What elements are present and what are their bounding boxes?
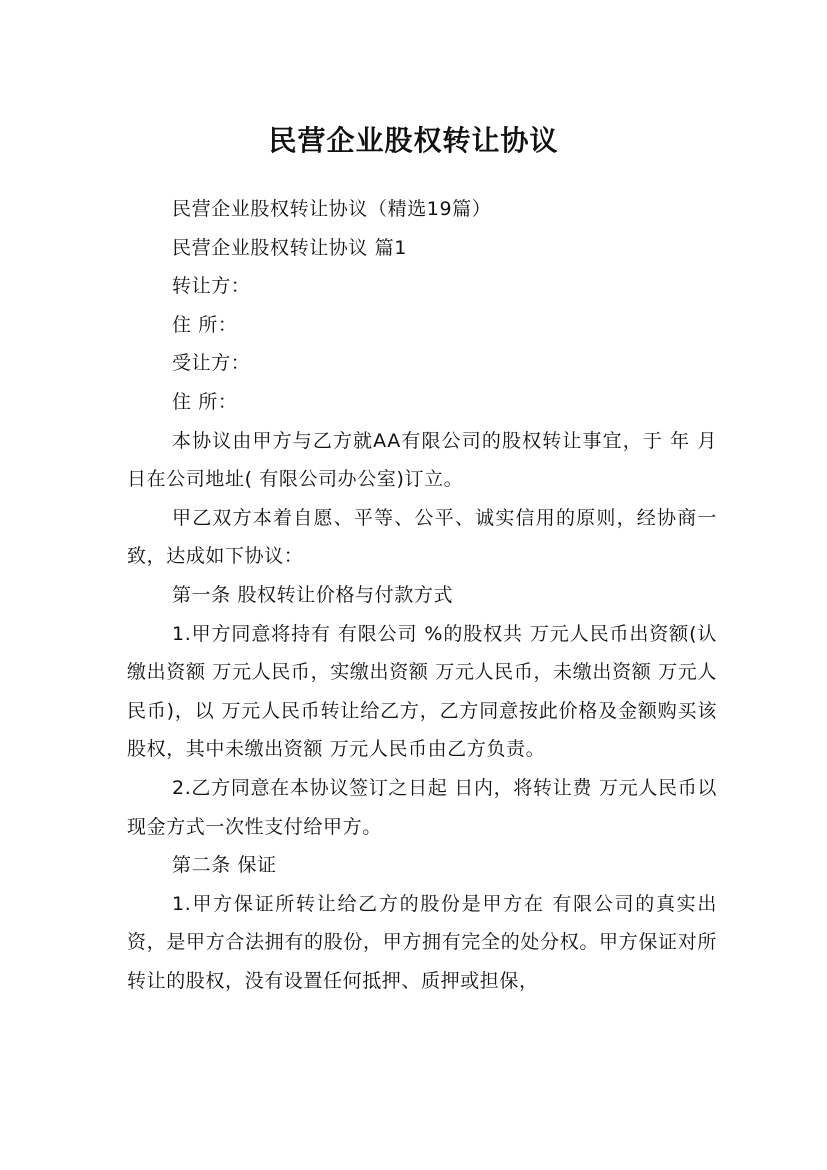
paragraph-intro: 本协议由甲方与乙方就AA有限公司的股权转让事宜，于 年 月 日在公司地址( 有限公司办公室)订立。	[127, 429, 717, 491]
paragraph-article-one-item-two: 2.乙方同意在本协议签订之日起 日内，将转让费 万元人民币以现金方式一次性支付给甲方。	[127, 776, 717, 838]
document-title: 民营企业股权转让协议	[268, 123, 559, 157]
document-body	[127, 190, 717, 1000]
paragraph-chapter-heading: 民营企业股权转让协议 篇1	[172, 236, 407, 259]
paragraph-article-one: 第一条 股权转让价格与付款方式	[172, 583, 454, 606]
paragraph-transferee: 受让方：	[172, 352, 251, 375]
paragraph-transferor: 转让方：	[172, 275, 251, 298]
paragraph-article-two-item-one: 1.甲方保证所转让给乙方的股份是甲方在 有限公司的真实出资，是甲方合法拥有的股份，甲方拥有完全的处分权。甲方保证对所转让的股权，没有设置任何抵押、质押或担保，	[127, 892, 717, 992]
paragraph-article-two: 第二条 保证	[172, 854, 277, 877]
paragraph-principle: 甲乙双方本着自愿、平等、公平、诚实信用的原则，经协商一致，达成如下协议：	[127, 506, 717, 568]
paragraph-subtitle: 民营企业股权转让协议（精选19篇）	[172, 198, 492, 220]
paragraph-article-one-item-one: 1.甲方同意将持有 有限公司 %的股权共 万元人民币出资额(认缴出资额 万元人民币，实缴出资额 万元人民币，未缴出资额 万元人民币)，以 万元人民币转让给乙方，乙方同意按此价格及金额购买该股权，其中未缴出资额 万元人民币由乙方负责。	[127, 622, 717, 761]
paragraph-transferee-address: 住 所：	[172, 390, 238, 413]
paragraph-transferor-address: 住 所：	[172, 313, 238, 336]
